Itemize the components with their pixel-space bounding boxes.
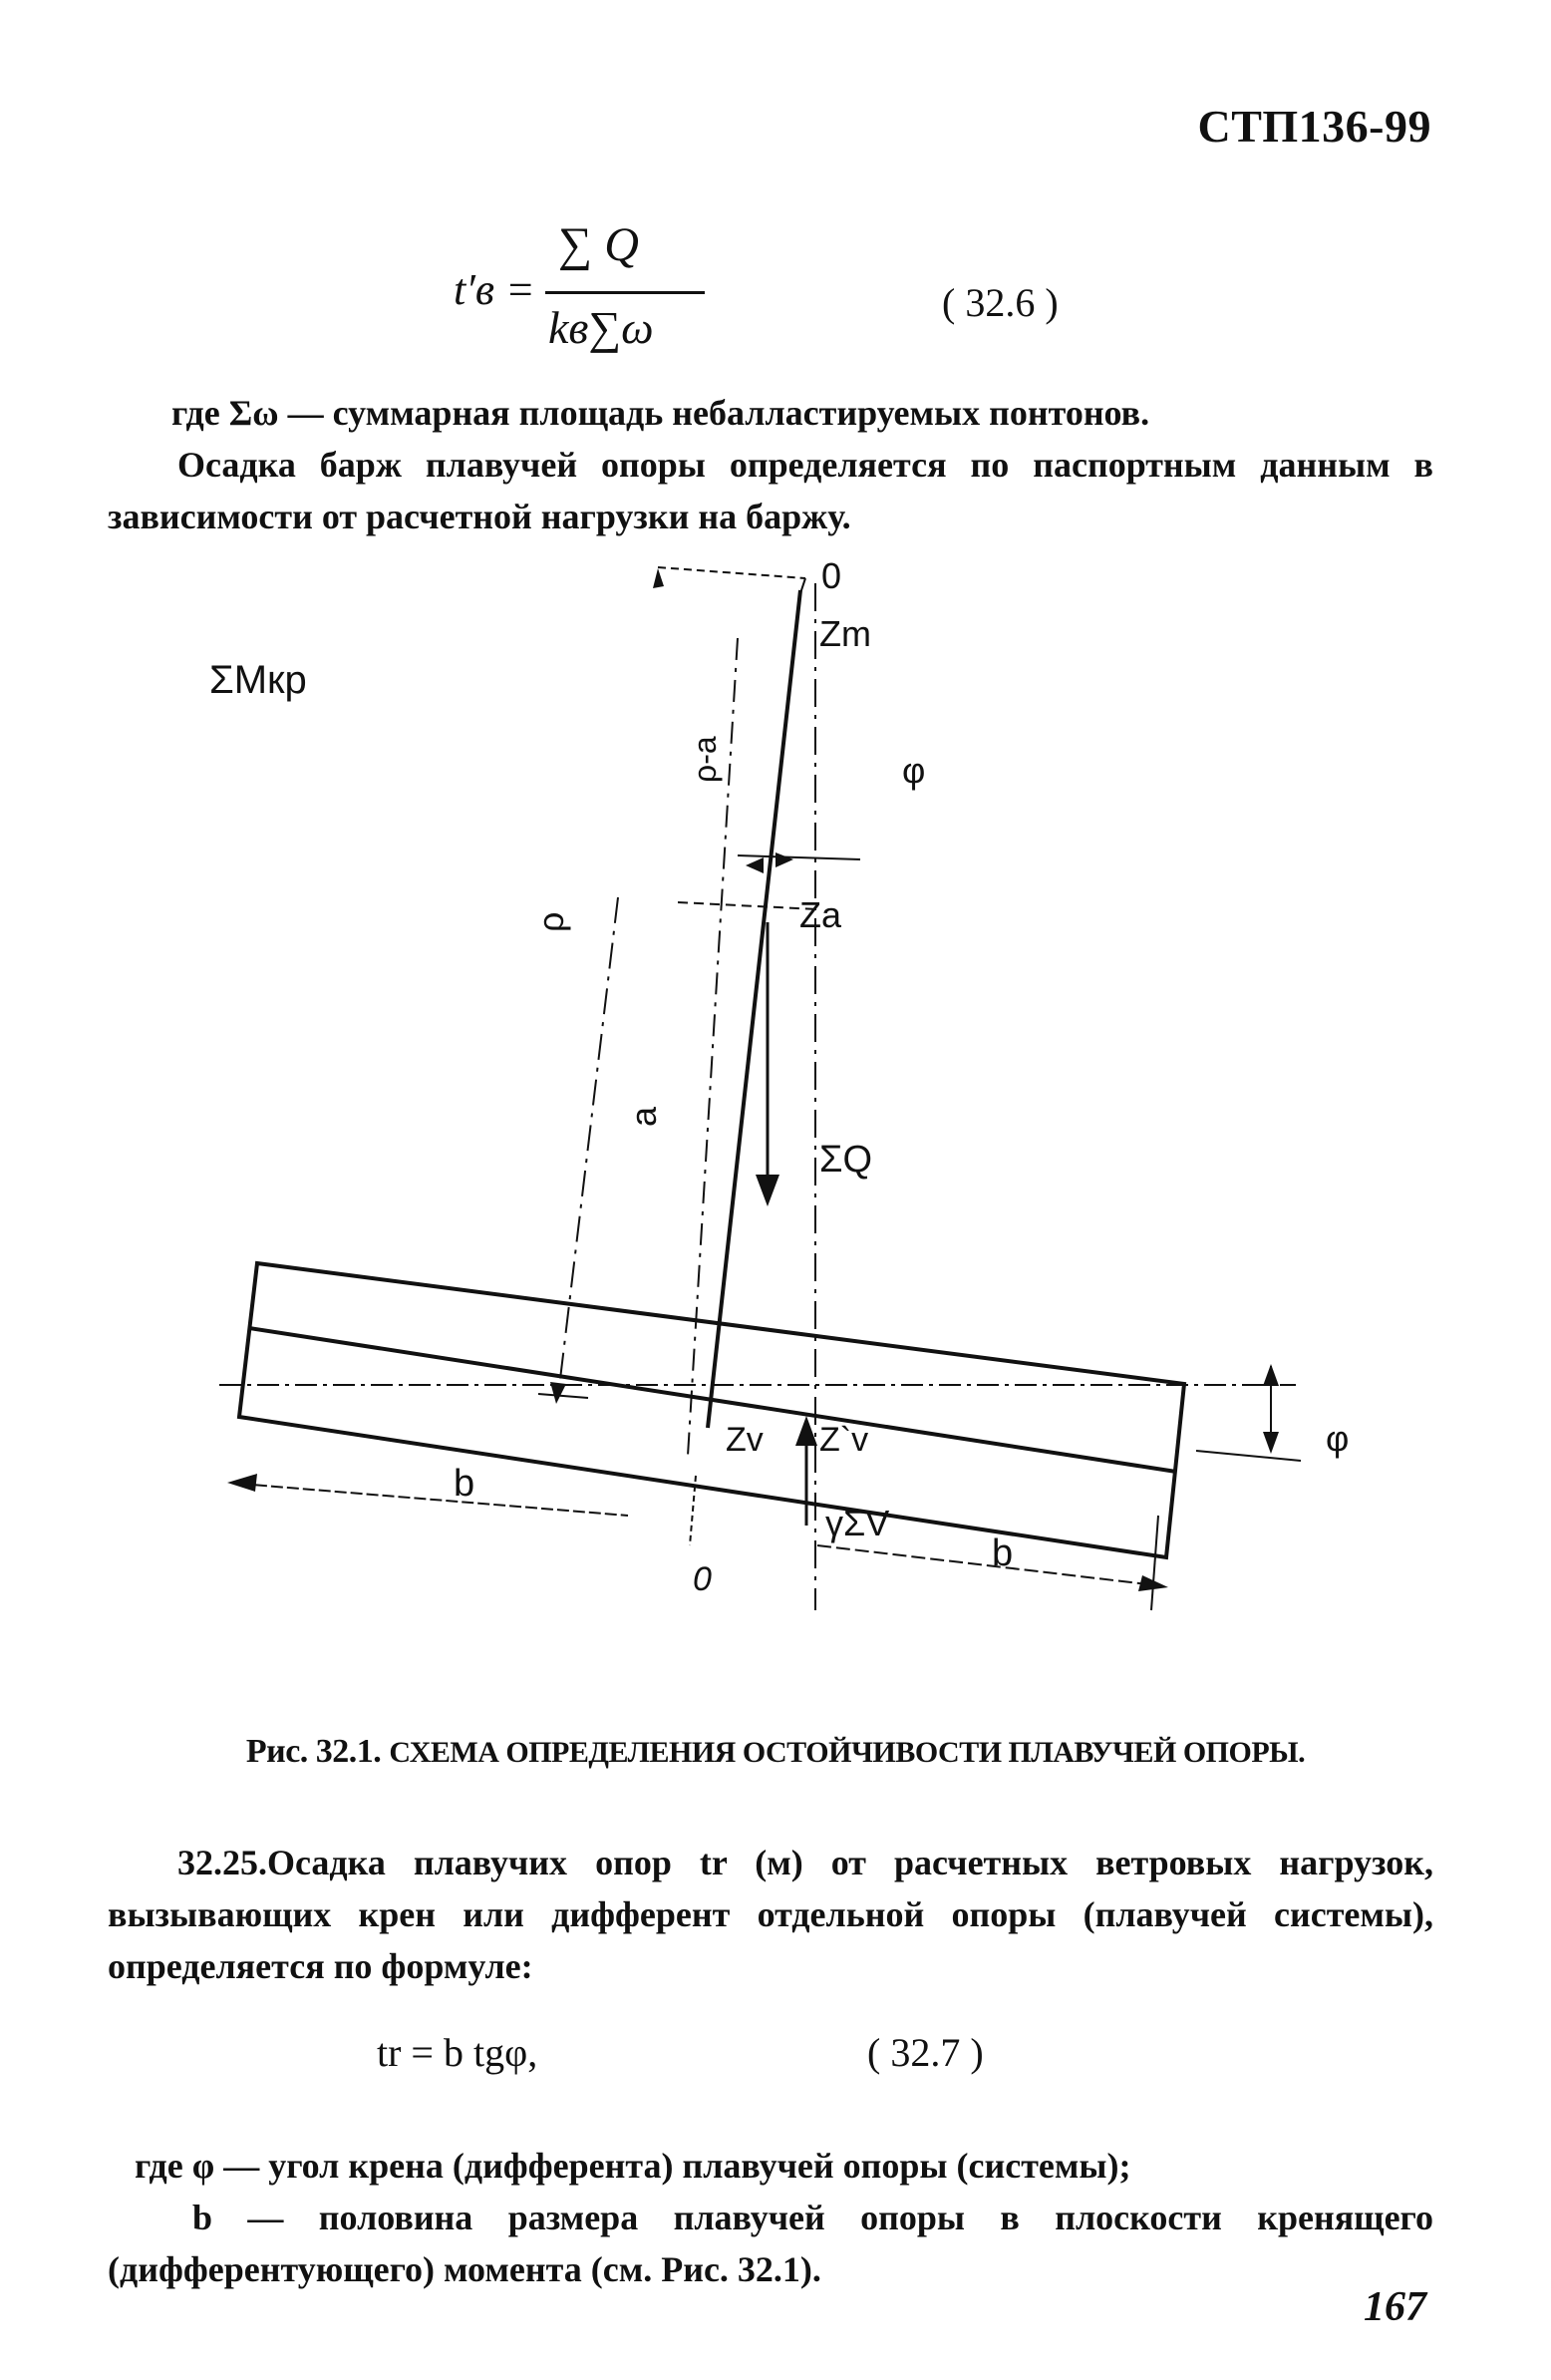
label-b-left: b (454, 1463, 475, 1505)
label-gamma-sum-v: γΣV (825, 1503, 890, 1543)
label-zero-top: 0 (821, 555, 842, 596)
paragraph-barge-draft: Осадка барж плавучей опоры определяется по паспортным данным в зависимости от расчетной нагрузки на баржу. (108, 445, 1433, 536)
paragraph-sum-omega: где Σω — суммарная площадь небалластируемых понтонов. (171, 393, 1150, 433)
formula-denominator: kв∑ω (548, 302, 654, 353)
label-rho: ρ (530, 911, 571, 932)
label-b-right: b (992, 1532, 1014, 1574)
b-right-dim (817, 1545, 1156, 1585)
label-zv: Zv (726, 1421, 764, 1459)
label-moment: ΣMкр (209, 658, 307, 702)
definition-phi: где φ — угол крена (дифферента) плавучей опоры (системы); (135, 2146, 1131, 2186)
caption-prefix: Рис. 32.1. (245, 1733, 382, 1770)
formula-32-6 (454, 209, 713, 379)
tilted-axis (708, 590, 800, 1428)
label-zero-bottom: 0 (693, 1560, 712, 1598)
stability-diagram (199, 548, 1376, 1635)
rho-line (558, 897, 618, 1396)
label-phi-top: φ (902, 750, 926, 791)
label-sum-q: ΣQ (819, 1139, 873, 1181)
equation-number-32-7: ( 32.7 ) (867, 2030, 984, 2075)
definition-b: b — половина размера плавучей опоры в плоскости кренящего (дифферентующего) момента (см. Рис. 32.1). (108, 2198, 1433, 2289)
barge-outline (239, 1263, 1184, 1557)
formula-32-7: tr = b tgφ, (377, 2030, 538, 2075)
formula-numerator: ∑ Q (558, 218, 639, 271)
b-left-dim (239, 1484, 628, 1516)
label-a: a (623, 1106, 664, 1127)
fraction-bar (545, 291, 705, 294)
top-bracket (658, 567, 805, 578)
label-zm: Zm (819, 613, 871, 654)
label-za: Za (799, 894, 842, 935)
za-line (678, 902, 817, 909)
label-rho-minus-a: ρ-a (687, 736, 723, 783)
formula-lhs: t′в = (454, 265, 535, 314)
label-zv-prime: Z`v (819, 1421, 869, 1459)
figure-caption (0, 1733, 1551, 1771)
document-code: СТП136-99 (1197, 101, 1431, 152)
caption-text: СХЕМА ОПРЕДЕЛЕНИЯ ОСТОЙЧИВОСТИ ПЛАВУЧЕЙ ОПОРЫ. (389, 1736, 1306, 1769)
paragraph-32-25: 32.25.Осадка плавучих опор tr (м) от расчетных ветровых нагрузок, вызывающих крен или дифферент отдельной опоры (плавучей системы), определяется по формуле: (108, 1843, 1433, 1986)
label-phi-right: φ (1326, 1418, 1350, 1459)
page-number: 167 (1364, 2284, 1426, 2330)
equation-number-32-6: ( 32.6 ) (942, 280, 1059, 325)
